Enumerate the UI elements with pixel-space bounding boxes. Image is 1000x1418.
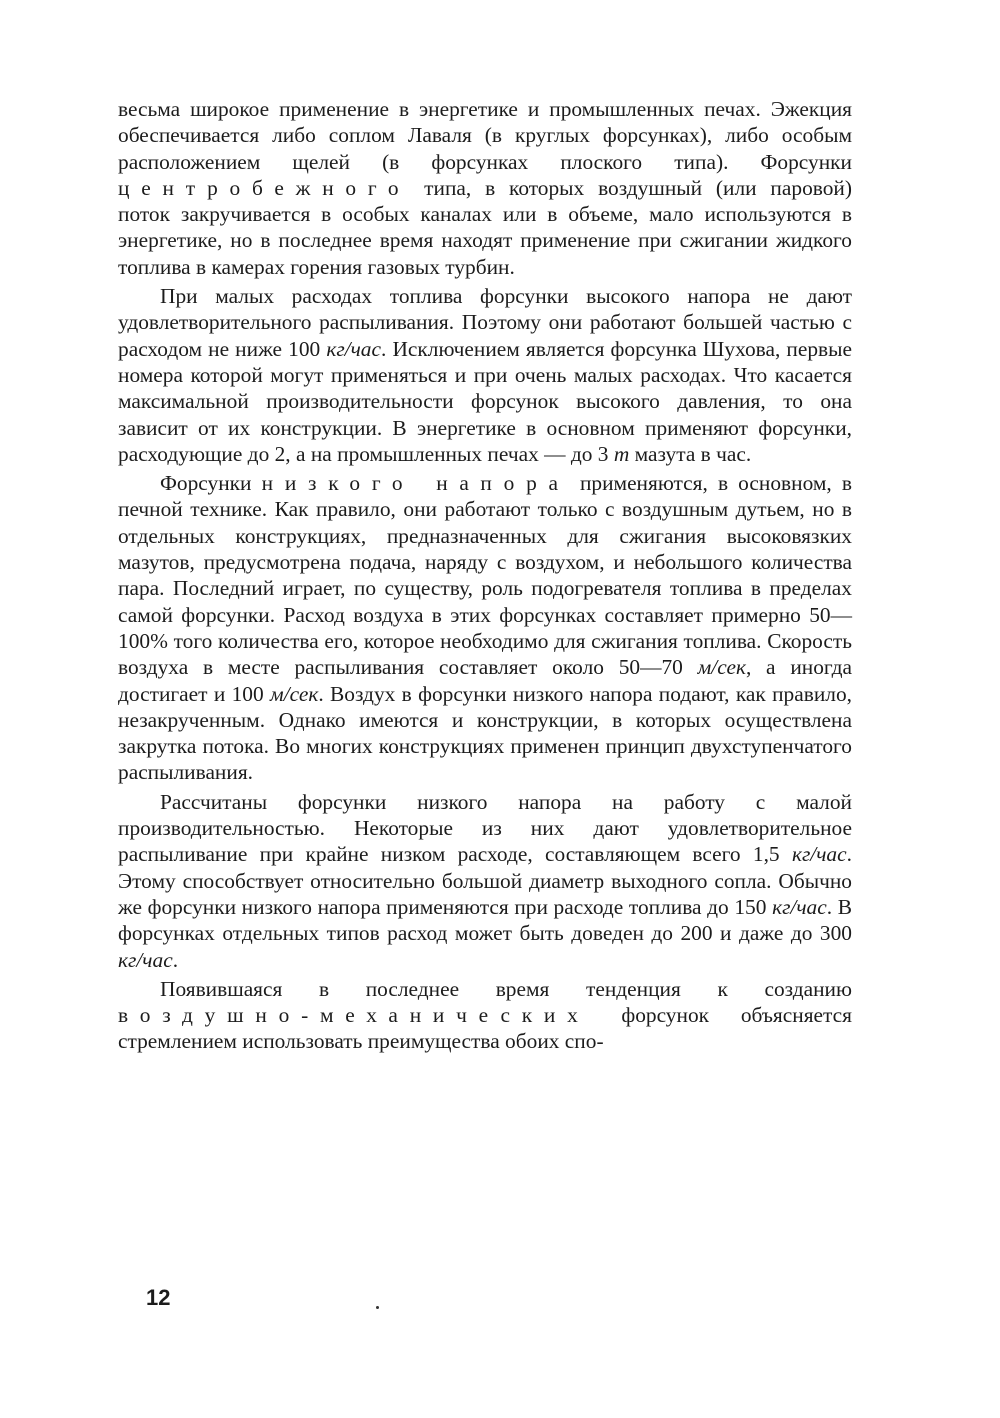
- text-run: Рассчитаны форсунки низкого напора на работу с малой производительностью. Некоторые из них дают удовлетворительное распыливание при крайне низком расходе, составляющем всего 1,5: [118, 789, 852, 867]
- paragraph-4: [118, 789, 852, 973]
- text-run: типа, в которых воздушный (или паровой) поток закручивается в особых каналах или в объеме, мало используются в энергетике, но в последнее время находят применение при сжигании жидкого топлива в камерах горения газовых турбин.: [118, 175, 852, 279]
- text-run: Форсунки: [160, 471, 262, 496]
- body-text: [118, 96, 852, 1058]
- italic-unit: кг/час: [791, 842, 847, 867]
- text-run: . Этому способствует относительно большой диаметр выходного сопла. Обычно же форсунки низкого напора применяются при расходе топлива до 150: [118, 842, 852, 919]
- text-run: При малых расходах топлива форсунки высокого напора не дают удовлетворительного распыливания. Поэтому они работают большей частью с расходом не ниже 100: [118, 284, 852, 361]
- paragraph-5: [118, 976, 852, 1055]
- text-run: . Исключением является форсунка Шухова, первые номера которой могут применяться и при очень малых расходах. Что касается максимальной производительности форсунок высокого давления, то она зависит от их конструкции. В энергетике в основном применяют форсунки, расходующие до 2, а на промышленных печах — до 3: [118, 336, 853, 466]
- text-run: применяются, в основном, в печной технике. Как правило, они работают только с воздушным дутьем, но в отдельных конструкциях, предназначенных для сжигания высоковязких мазутов, предусмотрена подача, наряду с воздухом, и небольшого количества пара. Последний играет, по существу, роль подогревателя топлива в пределах самой форсунки. Расход воздуха в этих форсунках составляет примерно 50—100% того количества его, которое необходимо для сжигания топлива. Скорость воздуха в месте распыливания составляет около 50—70: [118, 471, 852, 680]
- italic-unit: кг/час: [118, 947, 173, 972]
- text-run: , а иногда достигает и 100: [118, 655, 852, 706]
- paragraph-1: [118, 96, 852, 280]
- text-run: . Воздух в форсунки низкого напора подают, как правило, незакрученным. Однако имеются и конструкции, в которых осуществлена закрутка потока. Во многих конструкциях применен принцип двухступенчатого распыливания.: [118, 681, 853, 785]
- text-run: мазута в час.: [629, 441, 752, 466]
- page-number: 12: [146, 1285, 171, 1310]
- text-run: .: [172, 947, 179, 972]
- italic-unit: м/сек: [270, 681, 319, 706]
- print-speck: [376, 1306, 379, 1309]
- italic-unit: м/сек: [697, 655, 746, 680]
- text-run: . В форсунках отдельных типов расход может быть доведен до 200 и даже до 300: [118, 894, 852, 946]
- italic-unit: кг/час: [326, 336, 382, 361]
- italic-unit: т: [613, 441, 630, 466]
- italic-unit: кг/час: [772, 894, 827, 919]
- paragraph-3: [118, 470, 852, 786]
- spaced-emphasis: воздушно-механических: [118, 1003, 590, 1028]
- paragraph-2: [118, 283, 852, 467]
- spaced-emphasis: низкого напора: [261, 471, 570, 496]
- text-run: весьма широкое применение в энергетике и промышленных печах. Эжекция обеспечивается либо соплом Лаваля (в круглых форсунках), либо особым расположением щелей (в форсунках плоского типа). Форсунки: [118, 97, 852, 174]
- spaced-emphasis: центробежного: [118, 175, 411, 200]
- text-run: Появившаяся в последнее время тенденция к созданию: [160, 976, 852, 1001]
- text-run: форсунок объясняется стремлением использовать преимущества обоих спо-: [118, 1003, 852, 1054]
